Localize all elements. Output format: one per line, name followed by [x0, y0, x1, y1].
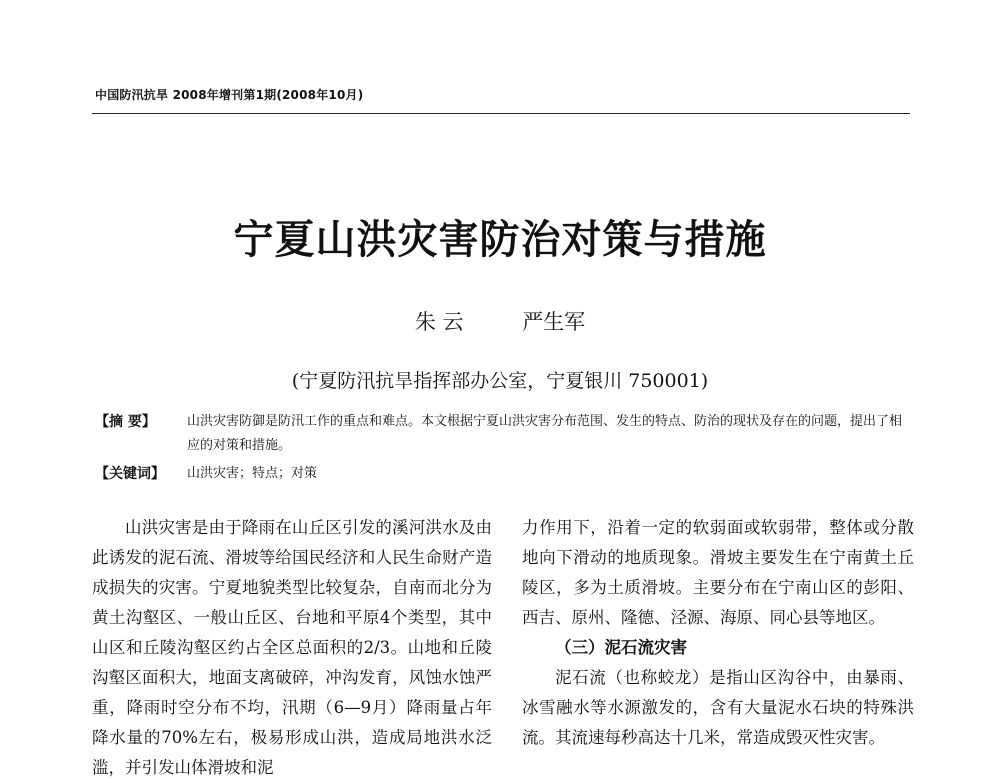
body-paragraph: 泥石流（也称蛟龙）是指山区沟谷中，由暴雨、冰雪融水等水源激发的，含有大量泥水石块的特殊洪流。其流速每秒高达十几米，常造成毁灭性灾害。: [522, 668, 914, 747]
paper-title: 宁夏山洪灾害防治对策与措施: [233, 216, 767, 263]
keywords-text: 山洪灾害；特点；对策: [187, 466, 318, 481]
body-column-left: [92, 513, 492, 783]
journal-header: 中国防汛抗旱 2008年增刊第1期(2008年10月): [95, 88, 364, 102]
abstract-label: 【摘 要】: [95, 414, 156, 430]
body-column-right: [522, 513, 914, 753]
abstract-block: [95, 410, 910, 458]
body-paragraph: 山洪灾害是由于降雨在山丘区引发的溪河洪水及由此诱发的泥石流、滑坡等给国民经济和人民生命财产造成损失的灾害。宁夏地貌类型比较复杂，自南而北分为黄土沟壑区、一般山丘区、台地和平原4个类型，其中山区和丘陵沟壑区约占全区总面积的2/3。山地和丘陵沟壑区面积大，地面支离破碎，冲沟发育，风蚀水蚀严重，降雨时空分布不均，汛期（6—9月）降雨量占年降水量的70%左右，极易形成山洪，造成局地洪水泛滥，并引发山体滑坡和泥: [92, 518, 492, 777]
header-rule: [92, 113, 910, 114]
keywords-block: [95, 462, 910, 486]
body-paragraph: 力作用下，沿着一定的软弱面或软弱带，整体或分散地向下滑动的地质现象。滑坡主要发生在宁南黄土丘陵区，多为土质滑坡。主要分布在宁南山区的彭阳、西吉、原州、隆德、泾源、海原、同心县等地区。: [522, 518, 914, 627]
author-list: [0, 306, 1000, 336]
section-heading: （三）泥石流灾害: [555, 638, 687, 657]
abstract-text: 山洪灾害防御是防汛工作的重点和难点。本文根据宁夏山洪灾害分布范围、发生的特点、防治的现状及存在的问题，提出了相应的对策和措施。: [187, 414, 903, 453]
affiliation: (宁夏防汛抗旱指挥部办公室，宁夏银川 750001): [291, 370, 709, 392]
author-2: 严生军: [522, 310, 586, 334]
author-1: 朱 云: [414, 310, 464, 334]
keywords-label: 【关键词】: [95, 466, 165, 482]
